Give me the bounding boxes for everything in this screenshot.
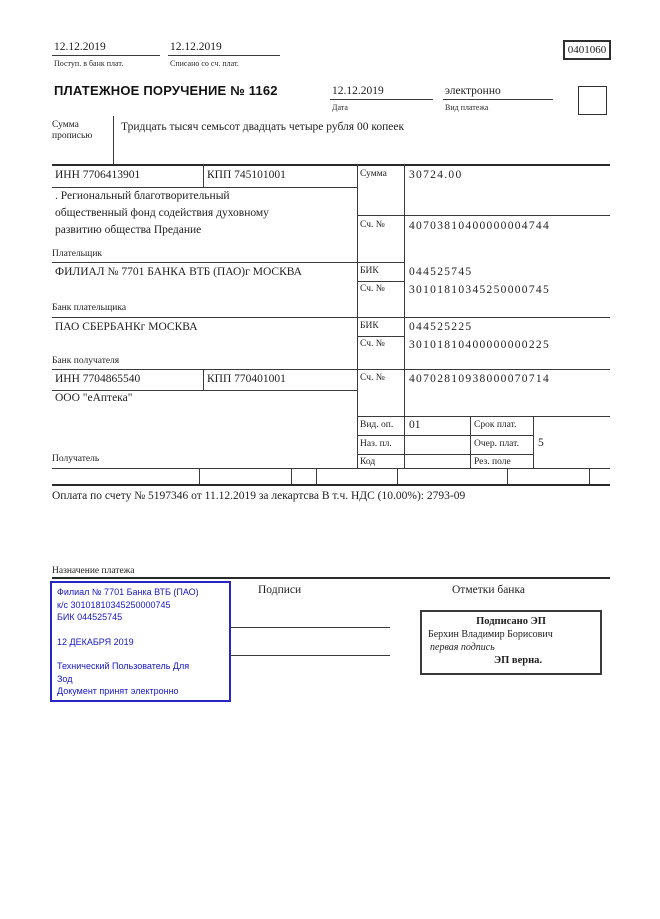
beneficiary-bank-name: ПАО СБЕРБАНКг МОСКВА <box>55 321 198 333</box>
table-line <box>203 369 204 390</box>
document-date-underline <box>330 99 433 100</box>
amount-words-divider <box>113 116 114 165</box>
payer-bank-account-label: Сч. № <box>360 284 385 294</box>
table-line <box>291 468 292 484</box>
stamp-accepted-note: Документ принят электронно <box>57 686 179 696</box>
table-line <box>52 577 610 579</box>
payer-account-label: Сч. № <box>360 220 385 230</box>
amount-words-value: Тридцать тысяч семьсот двадцать четыре рубля 00 копеек <box>121 121 405 133</box>
beneficiary-name: ООО "еАптека" <box>55 392 133 404</box>
signature-line <box>230 655 390 656</box>
payment-purpose-section-label: Назначение платежа <box>52 566 135 576</box>
stamp-user-line: Технический Пользователь Для <box>57 661 190 671</box>
amount-label: Сумма <box>360 169 387 179</box>
table-line <box>357 435 533 436</box>
payer-bank-section-label: Банк плательщика <box>52 303 127 313</box>
stamp-spacer <box>57 648 229 660</box>
table-line <box>52 317 610 318</box>
signature-verified: ЭП верна. <box>494 655 543 666</box>
beneficiary-bank-section-label: Банк получателя <box>52 356 120 366</box>
amount-words-label: Сумма прописью <box>52 120 93 141</box>
signatures-heading: Подписи <box>258 584 302 596</box>
payer-name-line: развитию общества Предание <box>55 224 202 236</box>
beneficiary-bank-account-label: Сч. № <box>360 339 385 349</box>
date-received-underline <box>52 55 160 56</box>
stamp-corr-account: к/с 30101810345250000745 <box>57 599 171 610</box>
payer-bank-bik: 044525745 <box>409 266 473 278</box>
table-line <box>357 454 533 455</box>
payment-kind-label: Вид платежа <box>445 103 489 112</box>
beneficiary-account: 40702810938000070714 <box>409 373 550 385</box>
purpose-code-label: Наз. пл. <box>360 439 392 449</box>
table-line <box>357 215 610 216</box>
priority-label: Очер. плат. <box>474 439 519 449</box>
signed-ep-title: Подписано ЭП <box>476 616 546 627</box>
payer-kpp: КПП 745101001 <box>207 169 286 181</box>
stamp-bank-name: Филиал № 7701 Банка ВТБ (ПАО) <box>57 587 199 597</box>
payer-bank-bik-label: БИК <box>360 266 379 276</box>
payment-kind-value: электронно <box>445 85 501 97</box>
due-date-label: Срок плат. <box>474 420 517 430</box>
table-line <box>357 164 358 468</box>
document-date: 12.12.2019 <box>332 85 384 97</box>
okud-form-code: 0401060 <box>563 40 611 60</box>
signature-subtitle: первая подпись <box>430 642 495 653</box>
date-debited-label: Списано со сч. плат. <box>170 59 239 68</box>
table-line <box>507 468 508 484</box>
table-line <box>533 416 534 468</box>
signer-name: Берхин Владимир Борисович <box>428 629 553 640</box>
table-line <box>52 164 610 166</box>
date-received-bank: 12.12.2019 <box>54 41 106 53</box>
table-line <box>589 468 590 484</box>
table-line <box>316 468 317 484</box>
beneficiary-bank-bik: 044525225 <box>409 321 473 333</box>
table-line <box>199 468 200 484</box>
table-line <box>203 164 204 187</box>
document-title: ПЛАТЕЖНОЕ ПОРУЧЕНИЕ № 1162 <box>54 83 278 98</box>
table-line <box>357 416 610 417</box>
payment-kind-underline <box>443 99 553 100</box>
table-line <box>52 484 610 486</box>
date-debited-account: 12.12.2019 <box>170 41 222 53</box>
beneficiary-section-label: Получатель <box>52 454 100 464</box>
stamp-bik: БИК 044525745 <box>57 612 123 622</box>
stamp-date: 12 ДЕКАБРЯ 2019 <box>57 636 134 647</box>
table-line <box>52 187 357 188</box>
bank-marks-heading: Отметки банка <box>452 584 525 596</box>
payer-inn: ИНН 7706413901 <box>55 169 141 181</box>
signature-line <box>230 627 390 628</box>
priority-value: 5 <box>538 437 544 449</box>
table-line <box>357 281 404 282</box>
table-line <box>404 164 405 468</box>
payer-name-line: . Региональный благотворительный <box>55 190 230 202</box>
op-kind-label: Вид. оп. <box>360 420 394 430</box>
payment-purpose-text: Оплата по счету № 5197346 от 11.12.2019 за лекартсва В т.ч. НДС (10.00%): 2793-09 <box>52 490 466 502</box>
table-line <box>52 468 610 469</box>
beneficiary-account-label: Сч. № <box>360 373 385 383</box>
table-line <box>52 262 404 263</box>
reserve-field-label: Рез. поле <box>474 457 511 467</box>
date-debited-underline <box>168 55 280 56</box>
stamp-spacer <box>57 624 229 636</box>
digital-signature-stamp <box>420 610 602 675</box>
beneficiary-bank-bik-label: БИК <box>360 321 379 331</box>
payer-bank-name: ФИЛИАЛ № 7701 БАНКА ВТБ (ПАО)г МОСКВА <box>55 266 302 278</box>
beneficiary-kpp: КПП 770401001 <box>207 373 286 385</box>
payer-bank-account: 30101810345250000745 <box>409 284 550 296</box>
table-line <box>470 416 471 468</box>
beneficiary-inn: ИНН 7704865540 <box>55 373 141 385</box>
table-line <box>397 468 398 484</box>
bank-acceptance-stamp <box>50 581 231 702</box>
status-checkbox <box>578 86 607 115</box>
table-line <box>52 390 357 391</box>
table-line <box>52 369 610 370</box>
op-kind-value: 01 <box>409 419 421 431</box>
date-received-label: Поступ. в банк плат. <box>54 59 124 68</box>
code-label: Код <box>360 457 376 467</box>
payer-section-label: Плательщик <box>52 249 103 259</box>
document-date-label: Дата <box>332 103 348 112</box>
table-line <box>357 336 404 337</box>
beneficiary-bank-account: 30101810400000000225 <box>409 339 550 351</box>
payer-account: 40703810400000004744 <box>409 220 550 232</box>
payer-name-line: общественный фонд содействия духовному <box>55 207 269 219</box>
amount-value: 30724.00 <box>409 169 463 181</box>
stamp-user-line: Зод <box>57 673 73 684</box>
